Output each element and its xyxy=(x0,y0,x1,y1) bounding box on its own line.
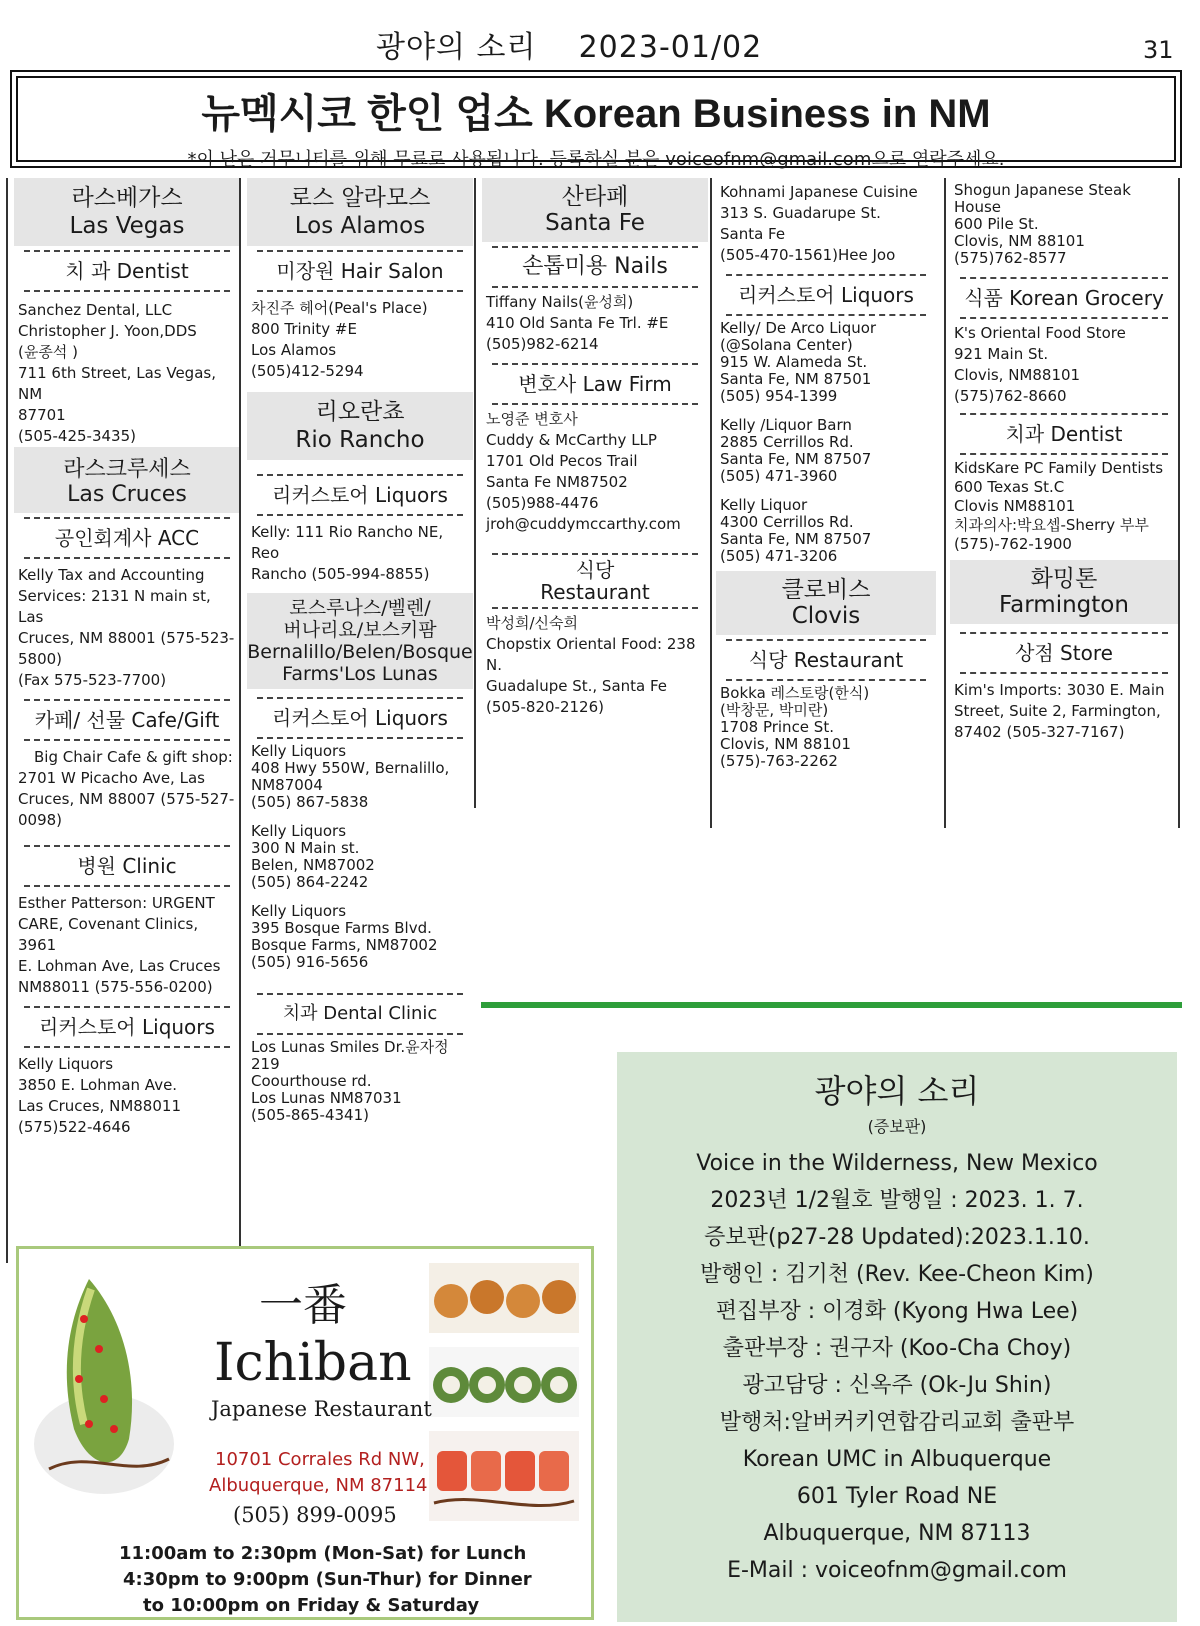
ad-hours-lunch: 11:00am to 2:30pm (Mon-Sat) for Lunch xyxy=(119,1543,527,1564)
section-las-vegas: 라스베가스 Las Vegas xyxy=(14,178,240,246)
listing-de-arco-liquor: Kelly/ De Arco Liquor (@Solana Center) 915 W. Alameda St. Santa Fe, NM 87501 (505) 954-1399 xyxy=(720,319,877,405)
info-line: 광고담당 : 신옥주 (Ok-Ju Shin) xyxy=(742,1373,1052,1398)
section-santa-fe: 산타페 Santa Fe xyxy=(482,178,708,242)
info-line: 601 Tyler Road NE xyxy=(796,1484,998,1509)
listing-kelly-liquors-lc: Kelly Liquors 3850 E. Lohman Ave. Las Cruces, NM88011 (575)522-4646 xyxy=(18,1055,181,1136)
info-line: 편집부장 : 이경화 (Kyong Hwa Lee) xyxy=(715,1299,1079,1324)
listing-tiffany-nails: Tiffany Nails(윤성희) 410 Old Santa Fe Trl. #E (505)982-6214 xyxy=(486,293,669,353)
listing-kelly-liquor-cerrillos: Kelly Liquor 4300 Cerrillos Rd. Santa Fe, NM 87507 (505) 471-3206 xyxy=(720,496,872,565)
category-restaurant-clovis: 식당 Restaurant xyxy=(748,648,904,672)
info-line: 발행처:알버커키연합감리교회 출판부 xyxy=(719,1410,1075,1435)
section-las-cruces: 라스크루세스 Las Cruces xyxy=(14,447,240,513)
ad-address-line-1: 10701 Corrales Rd NW, xyxy=(215,1449,425,1470)
ichiban-advertisement xyxy=(16,1246,594,1620)
title-box xyxy=(10,70,1182,168)
category-clinic: 병원 Clinic xyxy=(77,854,177,878)
section-los-alamos: 로스 알라모스 Los Alamos xyxy=(247,178,473,246)
category-liquors: 리커스토어 Liquors xyxy=(39,1015,215,1039)
section-bernalillo-belen: 로스루나스/벨렌/ 버나리요/보스키팜 Bernalillo/Belen/Bosque Farms'Los Lunas xyxy=(247,593,473,689)
info-line: Korean UMC in Albuquerque xyxy=(742,1447,1052,1472)
info-line: 발행인 : 김기천 (Rev. Kee-Cheon Kim) xyxy=(700,1262,1094,1287)
info-line: Albuquerque, NM 87113 xyxy=(763,1521,1031,1546)
green-divider xyxy=(481,1002,1182,1008)
listing-los-lunas-smiles: Los Lunas Smiles Dr.윤자정219 Coourthouse rd. Los Lunas NM87031 (505-865-4341) xyxy=(251,1038,449,1124)
page-header xyxy=(0,22,1200,66)
listing-kelly-bernalillo: Kelly Liquors 408 Hwy 550W, Bernalillo, NM87004 (505) 867-5838 xyxy=(251,742,450,811)
listing-shogun: Shogun Japanese Steak House 600 Pile St. Clovis, NM 88101 (575)762-8577 xyxy=(954,181,1131,267)
section-rio-rancho: 리오란쵸 Rio Rancho xyxy=(247,392,473,460)
category-nails: 손톱미용 Nails xyxy=(522,254,668,279)
sushi-roll-image-3 xyxy=(429,1431,579,1521)
ad-restaurant-type: Japanese Restaurant xyxy=(211,1397,432,1421)
listing-kidskare: KidsKare PC Family Dentists 600 Texas St.C Clovis NM88101 치과의사:박요셉-Sherry 부부 (575)-762-1900 xyxy=(954,459,1164,553)
ad-phone: (505) 899-0095 xyxy=(233,1503,397,1527)
column-3 xyxy=(482,178,708,718)
header-paper-date: 광야의 소리 2023-01/02 xyxy=(376,30,763,65)
listing-cuddy-mccarthy: 노영준 변호사 Cuddy & McCarthy LLP 1701 Old Pecos Trail Santa Fe NM87502 (505)988-4476 jroh@cuddymccarthy.com xyxy=(486,410,681,533)
column-1 xyxy=(14,178,240,1138)
category-liquors-rr: 리커스토어 Liquors xyxy=(272,483,448,507)
category-korean-grocery: 식품 Korean Grocery xyxy=(964,286,1164,310)
listing-kelly-belen: Kelly Liquors 300 N Main st. Belen, NM87002 (505) 864-2242 xyxy=(251,822,375,891)
listing-sanchez-dental: Sanchez Dental, LLC Christopher J. Yoon,DDS (윤종석 ) 711 6th Street, Las Vegas, NM 87701 (505-425-3435) xyxy=(18,301,216,445)
category-store: 상점 Store xyxy=(1015,641,1113,665)
listing-kelly-rio-rancho: Kelly: 111 Rio Rancho NE, Reo Rancho (505-994-8855) xyxy=(251,523,444,583)
info-line: 2023년 1/2월호 발행일 : 2023. 1. 7. xyxy=(710,1188,1084,1213)
listing-peals-place: 차진주 헤어(Peal's Place) 800 Trinity #E Los Alamos (505)412-5294 xyxy=(251,299,428,380)
category-restaurant-sf: 식당 Restaurant xyxy=(540,558,650,604)
column-5 xyxy=(950,178,1178,743)
info-email-line: E-Mail : voiceofnm@gmail.com xyxy=(727,1558,1067,1583)
category-liquors-sf: 리커스토어 Liquors xyxy=(738,283,914,307)
listing-ks-oriental: K's Oriental Food Store 921 Main St. Clovis, NM88101 (575)762-8660 xyxy=(954,324,1126,405)
page-number: 31 xyxy=(1143,36,1174,64)
listing-big-chair-cafe: Big Chair Cafe & gift shop: 2701 W Picacho Ave, Las Cruces, NM 88007 (575-527- 0098) xyxy=(18,748,235,829)
info-title: 광야의 소리 xyxy=(814,1072,980,1110)
info-line: 증보판(p27-28 Updated):2023.1.10. xyxy=(704,1225,1090,1250)
listing-chopstix: 박성희/신숙희 Chopstix Oriental Food: 238 N. Guadalupe St., Santa Fe (505-820-2126) xyxy=(486,614,696,716)
info-subtitle: (증보판) xyxy=(867,1117,927,1136)
category-law-firm: 변호사 Law Firm xyxy=(518,372,672,396)
column-2 xyxy=(247,178,473,1124)
listing-liquor-barn: Kelly /Liquor Barn 2885 Cerrillos Rd. Santa Fe, NM 87507 (505) 471-3960 xyxy=(720,416,872,485)
listing-kelly-tax: Kelly Tax and Accounting Services: 2131 N main st, Las Cruces, NM 88001 (575-523- 5800) (Fax 575-523-7700) xyxy=(18,566,235,689)
publication-info-box xyxy=(617,1052,1177,1622)
sushi-roll-image-2 xyxy=(429,1347,579,1417)
section-farmington: 화밍톤 Farmington xyxy=(950,560,1178,624)
listing-esther-patterson: Esther Patterson: URGENT CARE, Covenant Clinics, 3961 E. Lohman Ave, Las Cruces NM88011 (575-556-0200) xyxy=(18,894,221,996)
category-liquors-bb: 리커스토어 Liquors xyxy=(272,706,448,730)
sushi-roll-image-1 xyxy=(429,1263,579,1333)
info-line: 출판부장 : 권구자 (Koo-Cha Choy) xyxy=(722,1336,1072,1361)
page-title: 뉴멕시코 한인 업소 Korean Business in NM xyxy=(201,92,991,136)
listing-kelly-bosque-farms: Kelly Liquors 395 Bosque Farms Blvd. Bosque Farms, NM87002 (505) 916-5656 xyxy=(251,902,438,971)
category-dental-clinic: 치과 Dental Clinic xyxy=(282,1003,438,1024)
category-dentist-clovis: 치과 Dentist xyxy=(1005,422,1123,446)
ad-hours-weekend: to 10:00pm on Friday & Saturday xyxy=(143,1595,480,1616)
ad-restaurant-name: Ichiban xyxy=(214,1333,412,1393)
category-dentist: 치 과 Dentist xyxy=(65,259,189,283)
section-clovis: 클로비스 Clovis xyxy=(716,571,936,635)
ad-address-line-2: Albuquerque, NM 87114 xyxy=(209,1475,428,1496)
info-line: Voice in the Wilderness, New Mexico xyxy=(696,1151,1098,1176)
ad-kanji-logo: 一番 xyxy=(259,1280,347,1331)
listing-bokka: Bokka 레스토랑(한식) (박창문, 박미란) 1708 Prince St. Clovis, NM 88101 (575)-763-2262 xyxy=(720,684,870,770)
listing-kohnami: Kohnami Japanese Cuisine 313 S. Guadarupe St. Santa Fe (505-470-1561)Hee Joo xyxy=(720,183,918,264)
ad-hours-dinner: 4:30pm to 9:00pm (Sun-Thur) for Dinner xyxy=(123,1569,532,1590)
sushi-plate-image xyxy=(29,1259,179,1509)
category-cafe: 카페/ 선물 Cafe/Gift xyxy=(34,708,220,732)
category-acc: 공인회계사 ACC xyxy=(54,526,200,550)
page-subtitle: *이 난은 거무니티를 위해 무료로 사용됩니다. 등록하실 분은 voiceofnm@gmail.com으로 연락주세요. xyxy=(187,149,1005,170)
category-hair-salon: 미장원 Hair Salon xyxy=(276,259,444,283)
column-4 xyxy=(716,178,936,770)
listing-kims-imports: Kim's Imports: 3030 E. Main Street, Suite 2, Farmington, 87402 (505-327-7167) xyxy=(954,681,1165,741)
